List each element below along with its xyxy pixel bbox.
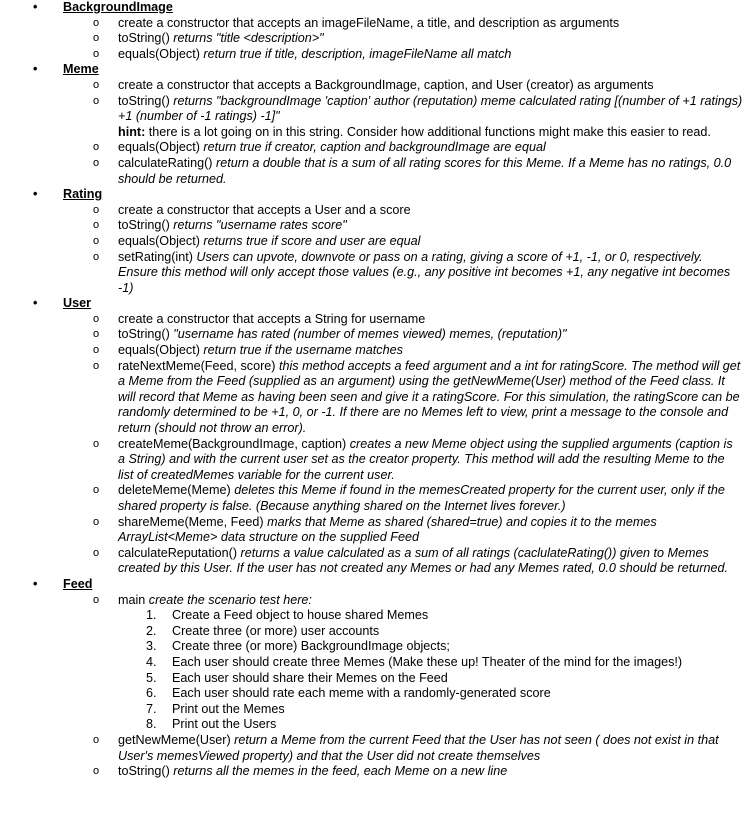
list-item: o setRating(int) Users can upvote, downvote or pass on a rating, giving a score of +1, -1, or 0, respectively. Ensure this method will only accept those values (e.g., any positive int becomes +1, any negative int becomes -1) <box>93 249 731 295</box>
list-item: o toString() returns "title <description>" <box>93 31 324 46</box>
step-item: 1. Create a Feed object to house shared Memes <box>146 608 429 623</box>
circle-bullet-icon: o <box>93 16 100 29</box>
list-item: o toString() returns all the memes in the feed, each Meme on a new line <box>93 764 508 779</box>
section-title: • Feed <box>63 577 755 593</box>
circle-bullet-icon: o <box>93 515 100 528</box>
section-rating <box>0 187 755 296</box>
section-backgroundimage <box>0 0 755 62</box>
circle-bullet-icon: o <box>93 156 100 169</box>
circle-bullet-icon: o <box>93 765 100 778</box>
circle-bullet-icon: o <box>93 250 100 263</box>
section-meme <box>0 62 755 187</box>
list-item: o toString() returns "username rates score" <box>93 218 347 233</box>
scenario-steps <box>0 608 755 733</box>
step-item: 2. Create three (or more) user accounts <box>146 623 380 638</box>
list-item: o equals(Object) return true if the username matches <box>93 343 403 358</box>
circle-bullet-icon: o <box>93 203 100 216</box>
step-item: 7. Print out the Memes <box>146 701 285 716</box>
circle-bullet-icon: o <box>93 219 100 232</box>
circle-bullet-icon: o <box>93 344 100 357</box>
list-item: o equals(Object) return true if title, description, imageFileName all match <box>93 46 512 61</box>
circle-bullet-icon: o <box>93 328 100 341</box>
list-item: o createMeme(BackgroundImage, caption) creates a new Meme object using the supplied arguments (caption is a String) and with the current user set as the creator property. This method will add the resulting Meme to the list of createdMemes variable for the current user. <box>93 436 733 482</box>
step-item: 4. Each user should create three Memes (Make these up! Theater of the mind for the images!) <box>146 654 683 669</box>
list-item: o create a constructor that accepts a BackgroundImage, caption, and User (creator) as arguments <box>93 77 654 92</box>
circle-bullet-icon: o <box>93 234 100 247</box>
circle-bullet-icon: o <box>93 733 100 746</box>
step-item: 5. Each user should share their Memes on the Feed <box>146 670 448 685</box>
list-item: o equals(Object) returns true if score and user are equal <box>93 233 421 248</box>
list-item: o toString() returns "backgroundImage 'caption' author (reputation) meme calculated rating [(number of +1 ratings) +1 (number of -1 ratings) -1]" <box>93 93 743 124</box>
step-item: 3. Create three (or more) BackgroundImage objects; <box>146 639 450 654</box>
circle-bullet-icon: o <box>93 94 100 107</box>
list-item: o main create the scenario test here: <box>93 592 312 607</box>
list-item: o create a constructor that accepts a User and a score <box>93 202 411 217</box>
list-item: o create a constructor that accepts a String for username <box>93 311 426 326</box>
circle-bullet-icon: o <box>93 47 100 60</box>
section-user <box>0 296 755 577</box>
circle-bullet-icon: o <box>93 141 100 154</box>
section-title: • Rating <box>63 187 755 203</box>
list-item: o equals(Object) return true if creator, caption and backgroundImage are equal <box>93 140 546 155</box>
list-item: o deleteMeme(Meme) deletes this Meme if found in the memesCreated property for the current user, only if the shared property is false. (Because anything shared on the Internet lives forever.) <box>93 483 725 513</box>
list-item: o rateNextMeme(Feed, score) this method accepts a feed argument and a int for ratingScore. The method will get a Meme from the Feed (supplied as an argument) using the getNewMeme(User) method of the Feed class. It will record that Meme as having been seen and give it a ratingScore. For this simulation, the ratingScore can be randomly determined to be +1, 0, or -1. If there are no Memes left to view, print a message to the console and return (should not throw an error). <box>93 358 741 436</box>
list-item: o calculateRating() return a double that is a sum of all rating scores for this Meme. If a Meme has no ratings, 0.0 should be returned. <box>93 155 732 186</box>
section-title: • BackgroundImage <box>63 0 755 16</box>
step-item: 8. Print out the Users <box>146 717 277 732</box>
circle-bullet-icon: o <box>93 546 100 559</box>
list-item: o toString() "username has rated (number of memes viewed) memes, (reputation)" <box>93 327 567 342</box>
section-feed <box>0 577 755 780</box>
list-item: o create a constructor that accepts an imageFileName, a title, and description as arguments <box>93 15 620 30</box>
circle-bullet-icon: o <box>93 312 100 325</box>
step-item: 6. Each user should rate each meme with a randomly-generated score <box>146 686 551 701</box>
circle-bullet-icon: o <box>93 32 100 45</box>
section-title: • Meme <box>63 62 755 78</box>
list-item: o calculateReputation() returns a value calculated as a sum of all ratings (caclulateRating()) given to Memes created by this User. If the user has not created any Memes or had any Memes rated, 0.0 should be returned. <box>93 545 728 576</box>
list-item: o getNewMeme(User) return a Meme from the current Feed that the User has not seen ( does not exist in that User's memesViewed property) and that the User did not create themselves <box>93 732 719 763</box>
circle-bullet-icon: o <box>93 437 100 450</box>
circle-bullet-icon: o <box>93 484 100 497</box>
section-title: • User <box>63 296 755 312</box>
list-item: o shareMeme(Meme, Feed) marks that Meme as shared (shared=true) and copies it to the memes ArrayList<Meme> data structure on the supplied Feed <box>93 514 657 545</box>
circle-bullet-icon: o <box>93 593 100 606</box>
circle-bullet-icon: o <box>93 78 100 91</box>
hint-note: hint: there is a lot going on in this string. Consider how additional functions might make this easier to read. <box>118 124 711 139</box>
circle-bullet-icon: o <box>93 359 100 372</box>
